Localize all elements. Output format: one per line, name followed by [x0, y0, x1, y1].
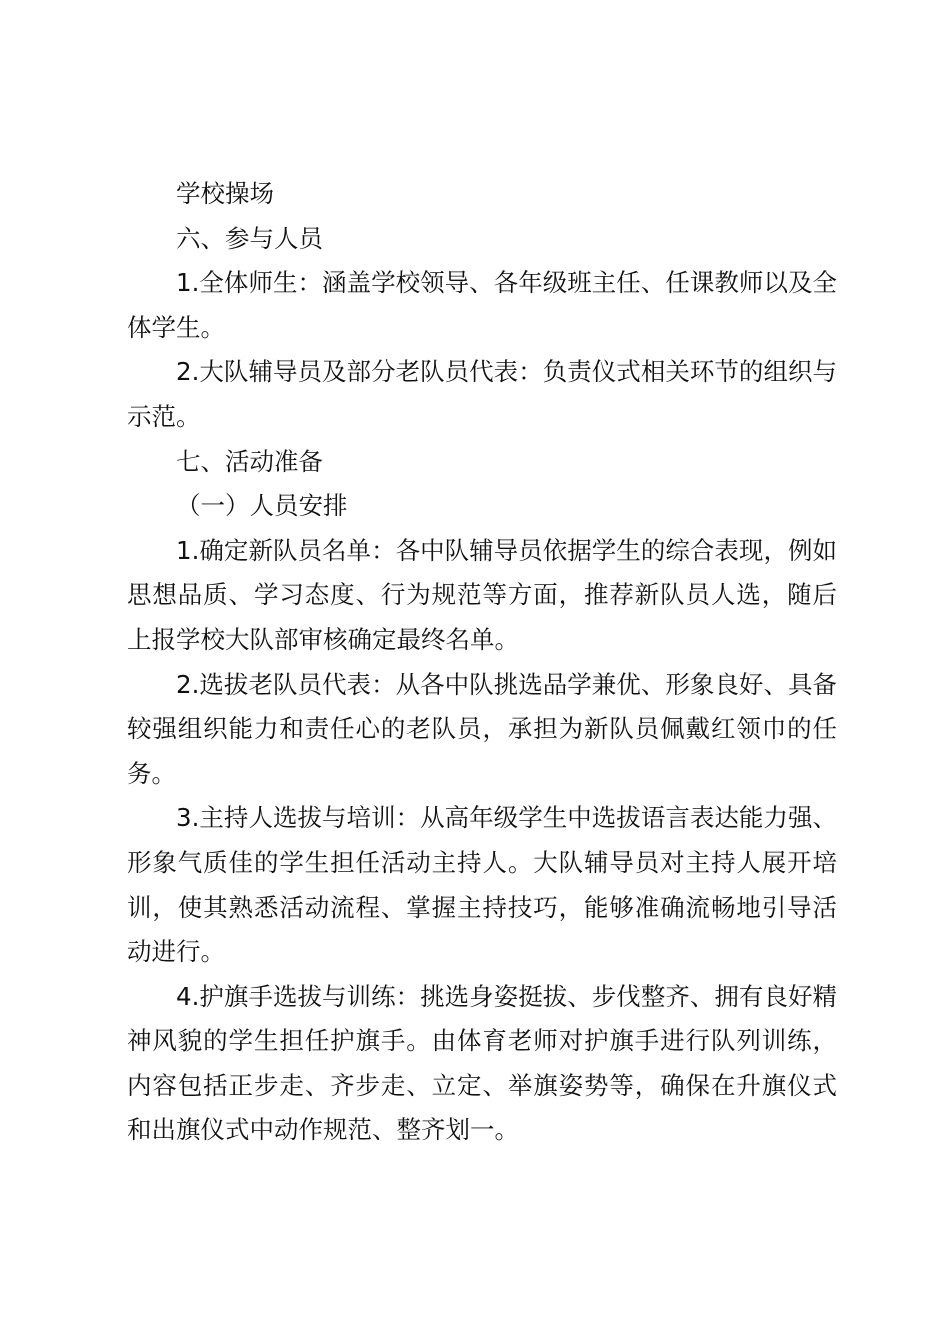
paragraph-all-staff-students: 1.全体师生：涵盖学校领导、各年级班主任、任课教师以及全体学生。 — [127, 268, 837, 342]
paragraph-flag-guard-training: 4.护旗手选拔与训练：挑选身姿挺拔、步伐整齐、拥有良好精神风貌的学生担任护旗手。由体育老师对护旗手进行队列训练，内容包括正步走、齐步走、立定、举旗姿势等，确保在升旗仪式和出旗仪式中动作规范、整齐划一。 — [127, 981, 837, 1145]
heading-preparation: 七、活动准备 — [176, 446, 323, 476]
subheading-staffing: （一）人员安排 — [176, 491, 348, 521]
paragraph-venue: 学校操场 — [176, 179, 274, 208]
paragraph-host-selection: 3.主持人选拔与培训：从高年级学生中选拔语言表达能力强、形象气质佳的学生担任活动主持人。大队辅导员对主持人展开培训，使其熟悉活动流程、掌握主持技巧，能够准确流畅地引导活动进行。 — [127, 803, 837, 967]
paragraph-veteran-representatives: 2.选拔老队员代表：从各中队挑选品学兼优、形象良好、具备较强组织能力和责任心的老队员，承担为新队员佩戴红领巾的任务。 — [127, 669, 837, 788]
document-body — [127, 172, 837, 1153]
heading-participants: 六、参与人员 — [176, 223, 323, 253]
paragraph-new-members-list: 1.确定新队员名单：各中队辅导员依据学生的综合表现，例如思想品质、学习态度、行为规范等方面，推荐新队员人选，随后上报学校大队部审核确定最终名单。 — [127, 535, 837, 654]
paragraph-counselors: 2.大队辅导员及部分老队员代表：负责仪式相关环节的组织与示范。 — [127, 357, 837, 431]
